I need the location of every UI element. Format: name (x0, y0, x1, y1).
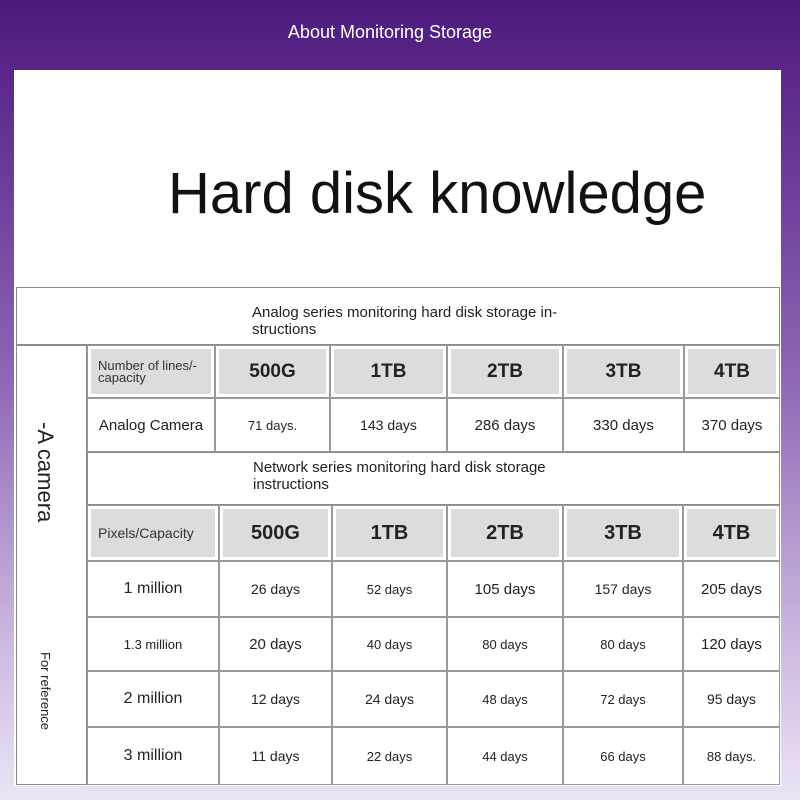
banner-title: About Monitoring Storage (287, 22, 493, 42)
analog-cap-1tb: 1TB (330, 345, 447, 398)
network-value: 22 days (332, 727, 447, 785)
network-value: 120 days (683, 617, 780, 671)
network-row-label: 3 million (87, 727, 219, 785)
analog-header-label: Number of lines/-capacity (87, 345, 215, 398)
reference-side-label: For reference (38, 652, 53, 731)
network-cap-1tb: 1TB (332, 505, 447, 561)
network-value: 48 days (447, 671, 563, 727)
network-value: 11 days (219, 727, 332, 785)
analog-value: 330 days (563, 398, 684, 452)
network-section-title: Network series monitoring hard disk storage instructions (253, 459, 546, 493)
analog-cap-500g: 500G (215, 345, 330, 398)
network-value: 80 days (563, 617, 683, 671)
network-value: 26 days (219, 561, 332, 617)
network-value: 105 days (447, 561, 563, 617)
network-row-label: 1 million (87, 561, 219, 617)
network-value: 80 days (447, 617, 563, 671)
network-cap-500g: 500G (219, 505, 332, 561)
network-value: 66 days (563, 727, 683, 785)
analog-value: 71 days. (215, 398, 330, 452)
network-value: 12 days (219, 671, 332, 727)
analog-cap-3tb: 3TB (563, 345, 684, 398)
network-value: 72 days (563, 671, 683, 727)
network-value: 24 days (332, 671, 447, 727)
network-value: 88 days. (683, 727, 780, 785)
network-value: 20 days (219, 617, 332, 671)
network-value: 44 days (447, 727, 563, 785)
analog-row-label: Analog Camera (87, 398, 215, 452)
network-value: 157 days (563, 561, 683, 617)
analog-value: 286 days (447, 398, 563, 452)
analog-value: 143 days (330, 398, 447, 452)
network-row-label: 2 million (87, 671, 219, 727)
analog-section-title: Analog series monitoring hard disk storage in-structions (252, 304, 558, 338)
network-row-label: 1.3 million (87, 617, 219, 671)
main-heading: Hard disk knowledge (168, 161, 707, 226)
network-cap-3tb: 3TB (563, 505, 683, 561)
network-value: 205 days (683, 561, 780, 617)
analog-value: 370 days (684, 398, 780, 452)
camera-side-label: -A camera (33, 422, 58, 523)
network-value: 95 days (683, 671, 780, 727)
network-value: 40 days (332, 617, 447, 671)
network-value: 52 days (332, 561, 447, 617)
analog-cap-2tb: 2TB (447, 345, 563, 398)
network-cap-2tb: 2TB (447, 505, 563, 561)
network-cap-4tb: 4TB (683, 505, 780, 561)
analog-cap-4tb: 4TB (684, 345, 780, 398)
network-header-label: Pixels/Capacity (87, 505, 219, 561)
